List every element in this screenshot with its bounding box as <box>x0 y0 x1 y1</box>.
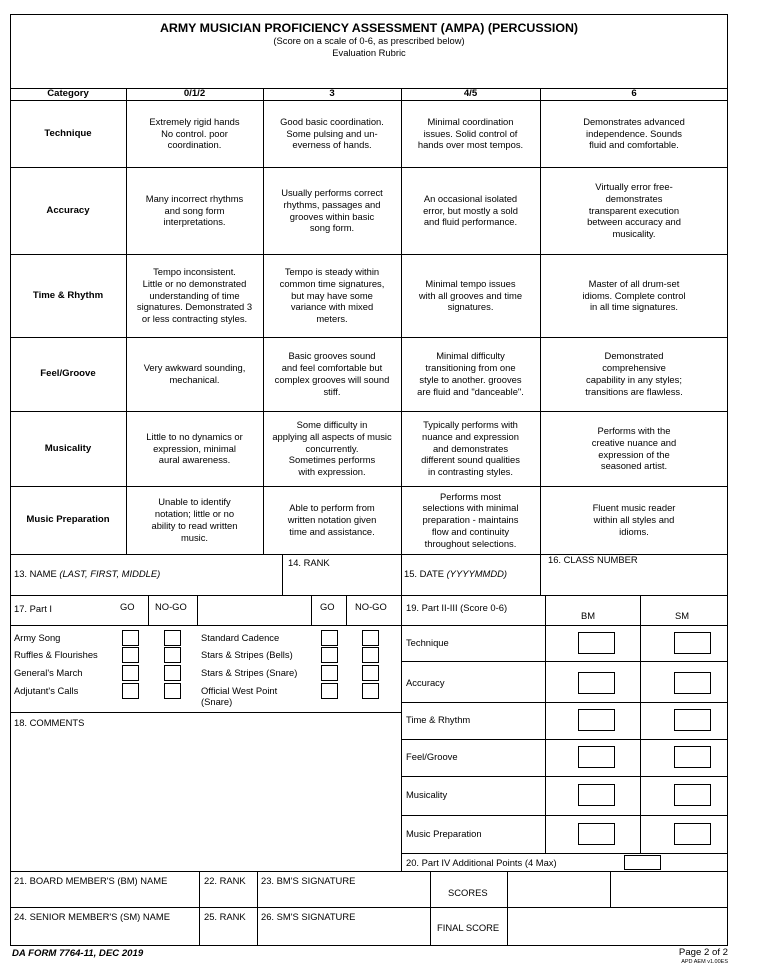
divider <box>148 595 149 625</box>
bm-score-box[interactable] <box>578 632 615 654</box>
bm-score-box[interactable] <box>578 746 615 768</box>
bm-score-box[interactable] <box>578 823 615 845</box>
bm-score-box[interactable] <box>578 784 615 806</box>
rubric-cell: Minimal coordination issues. Solid control of hands over most tempos. <box>417 115 524 151</box>
bm-header: BM <box>581 610 596 621</box>
nogo-checkbox[interactable] <box>164 647 181 663</box>
nogo-checkbox[interactable] <box>164 630 181 646</box>
form-title: ARMY MUSICIAN PROFICIENCY ASSESSMENT (AMPA) (PERCUSSION) <box>159 21 579 35</box>
name-label: 13. NAME (LAST, FIRST, MIDDLE) <box>14 568 161 579</box>
divider <box>282 554 283 595</box>
go-checkbox[interactable] <box>122 630 139 646</box>
part1-item-label: Stars & Stripes (Bells) <box>201 649 293 660</box>
bm-name-label: 21. BOARD MEMBER'S (BM) NAME <box>14 875 168 886</box>
rubric-cell: Many incorrect rhythms and song form interpretations. <box>145 192 244 228</box>
divider <box>401 815 728 816</box>
divider <box>540 554 541 595</box>
nogo-header: NO-GO <box>355 601 387 612</box>
divider <box>401 739 728 740</box>
rubric-cell: Master of all drum-set idioms. Complete control in all time signatures. <box>582 277 686 313</box>
go-checkbox[interactable] <box>122 665 139 681</box>
rubric-column-header: 4/5 <box>463 88 478 100</box>
divider <box>401 853 728 854</box>
nogo-checkbox[interactable] <box>362 665 379 681</box>
form-subtitle: (Score on a scale of 0-6, as prescribed below) <box>273 35 465 46</box>
part1-item-label: Army Song <box>14 632 61 643</box>
score-row-label: Musicality <box>406 789 448 800</box>
rubric-cell: Fluent music reader within all styles and idioms. <box>592 502 676 537</box>
part4-points-box[interactable] <box>624 855 661 870</box>
rubric-cell: Typically performs with nuance and expression and demonstrates different sound qualities in contrasting styles. <box>421 419 520 478</box>
rubric-cell: Basic grooves sound and feel comfortable but complex grooves will sound stiff. <box>274 350 390 397</box>
divider <box>401 554 402 871</box>
rubric-cell: Extremely rigid hands No control. poor coordination. <box>149 115 240 151</box>
nogo-checkbox[interactable] <box>164 683 181 699</box>
bm-rank-label: 22. RANK <box>204 875 246 886</box>
go-checkbox[interactable] <box>321 630 338 646</box>
divider <box>401 661 728 662</box>
rubric-column-header: 3 <box>329 88 335 100</box>
version-label: APD AEM v1.00ES <box>681 959 728 965</box>
bm-score-box[interactable] <box>578 672 615 694</box>
go-checkbox[interactable] <box>122 683 139 699</box>
bm-score-box[interactable] <box>578 709 615 731</box>
rubric-column-header: 0/1/2 <box>183 88 206 100</box>
rubric-cell: Unable to identify notation; little or no ability to read written music. <box>151 496 238 543</box>
divider <box>610 871 611 907</box>
divider <box>10 595 728 596</box>
go-checkbox[interactable] <box>321 665 338 681</box>
divider <box>401 776 728 777</box>
score-row-label: Music Preparation <box>406 828 482 839</box>
form-id: DA FORM 7764-11, DEC 2019 <box>12 948 144 959</box>
page-number: Page 2 of 2 <box>678 947 728 958</box>
part1-item-label: Stars & Stripes (Snare) <box>201 667 298 678</box>
sm-name-label: 24. SENIOR MEMBER'S (SM) NAME <box>14 911 170 922</box>
divider <box>10 907 728 908</box>
sm-rank-label: 25. RANK <box>204 911 246 922</box>
rank-label: 14. RANK <box>288 557 330 568</box>
rubric-category: Musicality <box>44 442 92 454</box>
bm-signature-label: 23. BM'S SIGNATURE <box>261 875 356 886</box>
comments-field[interactable] <box>12 731 398 869</box>
rubric-cell: Tempo inconsistent. Little or no demonstrated understanding of time signatures. Demonstrated 3 or less contracting styles. <box>136 266 253 325</box>
nogo-checkbox[interactable] <box>362 647 379 663</box>
rubric-cell: Usually performs correct rhythms, passages and grooves within basic song form. <box>281 186 383 234</box>
sm-score-box[interactable] <box>674 672 711 694</box>
rubric-cell: Demonstrates advanced independence. Sounds fluid and comfortable. <box>583 115 685 151</box>
rubric-category: Feel/Groove <box>40 368 96 380</box>
sm-score-box[interactable] <box>674 709 711 731</box>
rubric-cell: Little to no dynamics or expression, minimal aural awareness. <box>146 430 243 466</box>
divider <box>257 871 258 946</box>
scores-label: SCORES <box>448 887 488 898</box>
divider <box>430 871 431 946</box>
divider <box>197 595 198 625</box>
divider <box>311 595 312 625</box>
score-row-label: Technique <box>406 637 449 648</box>
rubric-cell: Performs most selections with minimal preparation - maintains flow and continuity throughout selections. <box>422 490 519 549</box>
score-row-label: Accuracy <box>406 677 445 688</box>
rubric-column-header: 6 <box>631 88 637 100</box>
divider <box>401 702 728 703</box>
go-header: GO <box>320 601 335 612</box>
part1-item-label: General's March <box>14 667 83 678</box>
score-row-label: Time & Rhythm <box>406 714 471 725</box>
sm-score-box[interactable] <box>674 632 711 654</box>
sm-score-box[interactable] <box>674 784 711 806</box>
part1-item-label: Ruffles & Flourishes <box>14 649 98 660</box>
comments-label: 18. COMMENTS <box>14 717 85 728</box>
rubric-cell: Minimal tempo issues with all grooves and time signatures. <box>418 277 523 313</box>
sm-score-box[interactable] <box>674 746 711 768</box>
divider <box>507 871 508 946</box>
sm-score-box[interactable] <box>674 823 711 845</box>
final-score-label: FINAL SCORE <box>437 922 500 933</box>
sm-header: SM <box>675 610 690 621</box>
rubric-category: Music Preparation <box>26 514 110 526</box>
rubric-category: Technique <box>44 127 92 139</box>
rubric-cell: An occasional isolated error, but mostly a sold and fluid performance. <box>423 192 518 228</box>
rubric-cell: Very awkward sounding, mechanical. <box>143 362 246 385</box>
nogo-header: NO-GO <box>155 601 187 612</box>
class-number-label: 16. CLASS NUMBER <box>548 554 638 565</box>
nogo-checkbox[interactable] <box>362 630 379 646</box>
part4-label: 20. Part IV Additional Points (4 Max) <box>406 857 557 868</box>
rubric-cell: Performs with the creative nuance and expression of the seasoned artist. <box>591 424 677 472</box>
divider <box>10 625 728 626</box>
go-checkbox[interactable] <box>122 647 139 663</box>
divider <box>10 871 728 872</box>
rubric-cell: Demonstrated comprehensive capability in any styles; transitions are flawless. <box>585 350 683 397</box>
rubric-cell: Tempo is steady within common time signatures, but may have some variance with mixed meters. <box>279 266 385 325</box>
rubric-caption: Evaluation Rubric <box>332 47 406 58</box>
go-checkbox[interactable] <box>321 683 338 699</box>
rubric-category: Time & Rhythm <box>32 289 104 301</box>
go-checkbox[interactable] <box>321 647 338 663</box>
nogo-checkbox[interactable] <box>362 683 379 699</box>
divider <box>10 712 401 713</box>
part1-item-label: Adjutant's Calls <box>14 685 79 696</box>
date-label: 15. DATE (YYYYMMDD) <box>404 568 507 579</box>
divider <box>346 595 347 625</box>
part1-item-label: Official West Point (Snare) <box>201 685 278 707</box>
score-row-label: Feel/Groove <box>406 751 458 762</box>
rubric-column-header: Category <box>47 88 89 100</box>
go-header: GO <box>120 601 135 612</box>
part1-label: 17. Part I <box>14 603 53 614</box>
rubric-category: Accuracy <box>46 204 90 216</box>
sm-signature-label: 26. SM'S SIGNATURE <box>261 911 356 922</box>
rubric-cell: Virtually error free- demonstrates transparent execution between accuracy and musicality. <box>587 181 681 240</box>
divider <box>199 871 200 946</box>
rubric-cell: Minimal difficulty transitioning from one style to another. grooves are fluid and "danceable". <box>417 350 524 397</box>
rubric-cell: Able to perform from written notation given time and assistance. <box>287 502 377 537</box>
rubric-cell: Good basic coordination. Some pulsing and un- everness of hands. <box>280 115 384 151</box>
nogo-checkbox[interactable] <box>164 665 181 681</box>
part1-item-label: Standard Cadence <box>201 632 280 643</box>
rubric-cell: Some difficulty in applying all aspects of music concurrently. Sometimes performs with expression. <box>272 419 392 478</box>
part23-label: 19. Part II-III (Score 0-6) <box>406 602 508 613</box>
